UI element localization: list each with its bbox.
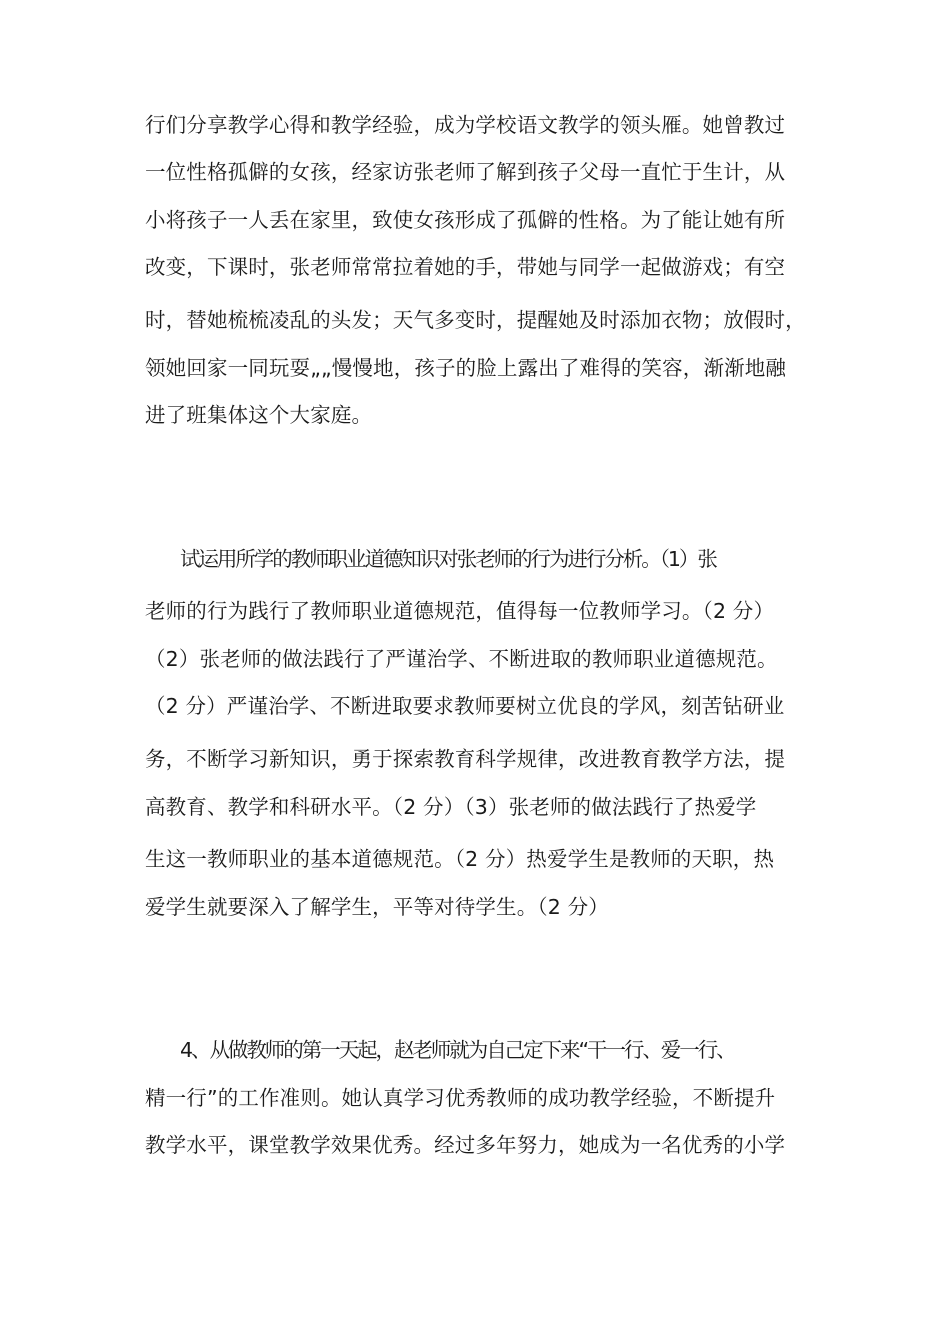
paragraph-1-line-2: 一位性格孤僻的女孩，经家访张老师了解到孩子父母一直忙于生计，从	[145, 160, 786, 184]
paragraph-2-line-5: 务，不断学习新知识，勇于探索教育科学规律，改进教育教学方法，提	[145, 747, 786, 771]
paragraph-2-line-8: 爱学生就要深入了解学生，平等对待学生。（2 分）	[145, 895, 609, 919]
paragraph-2-line-1: 试运用所学的教师职业道德知识对张老师的行为进行分析。（1）张	[180, 547, 716, 571]
paragraph-2-line-4: （2 分）严谨治学、不断进取要求教师要树立优良的学风，刻苦钻研业	[145, 694, 785, 718]
paragraph-2-line-6: 高教育、教学和科研水平。（2 分）（3）张老师的做法践行了热爱学	[145, 795, 757, 819]
paragraph-2-line-2: 老师的行为践行了教师职业道德规范，值得每一位教师学习。（2 分）	[145, 599, 775, 623]
paragraph-1-line-5: 时，替她梳梳凌乱的头发；天气多变时，提醒她及时添加衣物；放假时，	[145, 308, 806, 332]
paragraph-1-line-3: 小将孩子一人丢在家里，致使女孩形成了孤僻的性格。为了能让她有所	[145, 208, 786, 232]
paragraph-3-line-1: 4、从做教师的第一天起，赵老师就为自己定下来“干一行、爱一行、	[180, 1038, 735, 1062]
paragraph-3-line-3: 教学水平，课堂教学效果优秀。经过多年努力，她成为一名优秀的小学	[145, 1133, 786, 1157]
paragraph-1-line-4: 改变，下课时，张老师常常拉着她的手，带她与同学一起做游戏；有空	[145, 255, 786, 279]
paragraph-1-line-1: 行们分享教学心得和教学经验，成为学校语文教学的领头雁。她曾教过	[145, 113, 786, 137]
paragraph-1-line-7: 进了班集体这个大家庭。	[145, 403, 373, 427]
paragraph-1-line-6: 领她回家一同玩耍„„慢慢地，孩子的脸上露出了难得的笑容，渐渐地融	[145, 356, 787, 380]
paragraph-2-line-3: （2）张老师的做法践行了严谨治学、不断进取的教师职业道德规范。	[145, 647, 778, 671]
paragraph-3-line-2: 精一行”的工作准则。她认真学习优秀教师的成功教学经验，不断提升	[145, 1086, 776, 1110]
paragraph-2-line-7: 生这一教师职业的基本道德规范。（2 分）热爱学生是教师的天职，热	[145, 847, 775, 871]
